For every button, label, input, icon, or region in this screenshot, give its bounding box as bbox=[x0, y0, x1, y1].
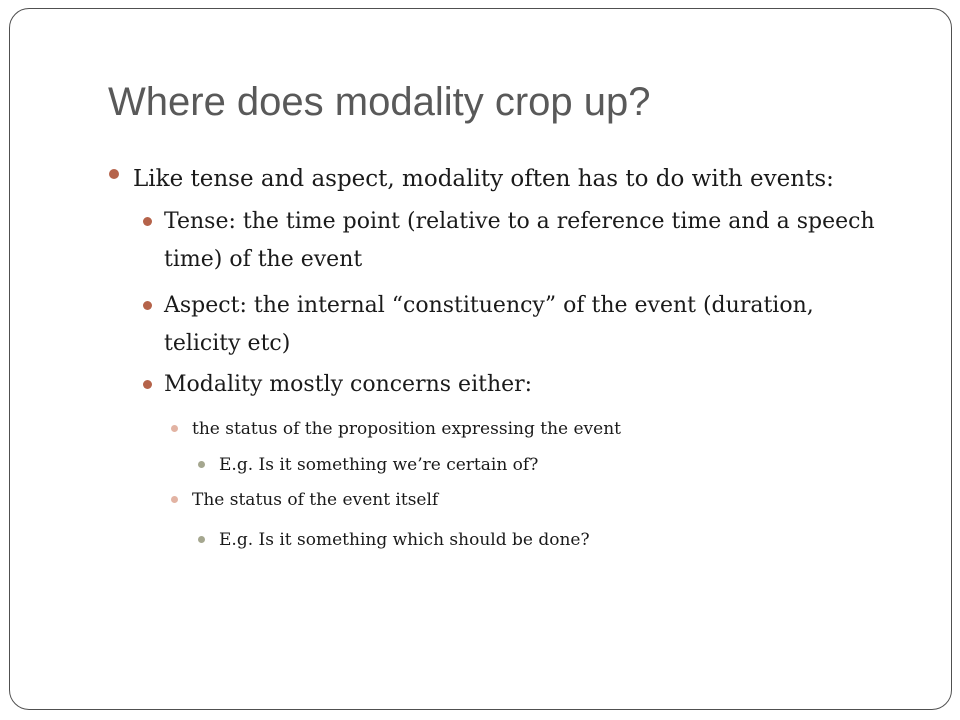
bullet-dot-icon bbox=[171, 425, 178, 432]
bullet-dot-icon bbox=[143, 217, 152, 226]
bullet-dot-icon bbox=[171, 496, 178, 503]
bullet-dot-icon bbox=[109, 169, 119, 179]
bullet-item-level4 bbox=[219, 453, 538, 477]
bullet-item-level2 bbox=[164, 366, 532, 404]
bullet-text-line1: Aspect: the internal “constituency” of the event (duration, bbox=[164, 293, 814, 318]
bullet-item-level3 bbox=[192, 417, 621, 441]
bullet-text: the status of the proposition expressing the event bbox=[192, 419, 621, 439]
bullet-item-level4 bbox=[219, 528, 590, 552]
bullet-text: E.g. Is it something we’re certain of? bbox=[219, 455, 539, 475]
bullet-text: The status of the event itself bbox=[192, 490, 439, 510]
bullet-text: Modality mostly concerns either: bbox=[164, 372, 533, 397]
bullet-text-line2: time) of the event bbox=[164, 247, 363, 272]
bullet-dot-icon bbox=[143, 380, 152, 389]
bullet-dot-icon bbox=[198, 461, 205, 468]
bullet-item-level2 bbox=[164, 287, 814, 363]
bullet-item-level1 bbox=[133, 164, 834, 194]
bullet-text-line2: telicity etc) bbox=[164, 331, 291, 356]
bullet-dot-icon bbox=[198, 536, 205, 543]
bullet-text: E.g. Is it something which should be done? bbox=[219, 530, 590, 550]
bullet-text: Like tense and aspect, modality often has to do with events: bbox=[133, 166, 834, 192]
bullet-text-line1: Tense: the time point (relative to a reference time and a speech bbox=[164, 209, 875, 234]
bullet-dot-icon bbox=[143, 301, 152, 310]
slide-title: Where does modality crop up? bbox=[108, 80, 651, 124]
bullet-item-level3 bbox=[192, 488, 438, 512]
bullet-item-level2 bbox=[164, 203, 875, 279]
